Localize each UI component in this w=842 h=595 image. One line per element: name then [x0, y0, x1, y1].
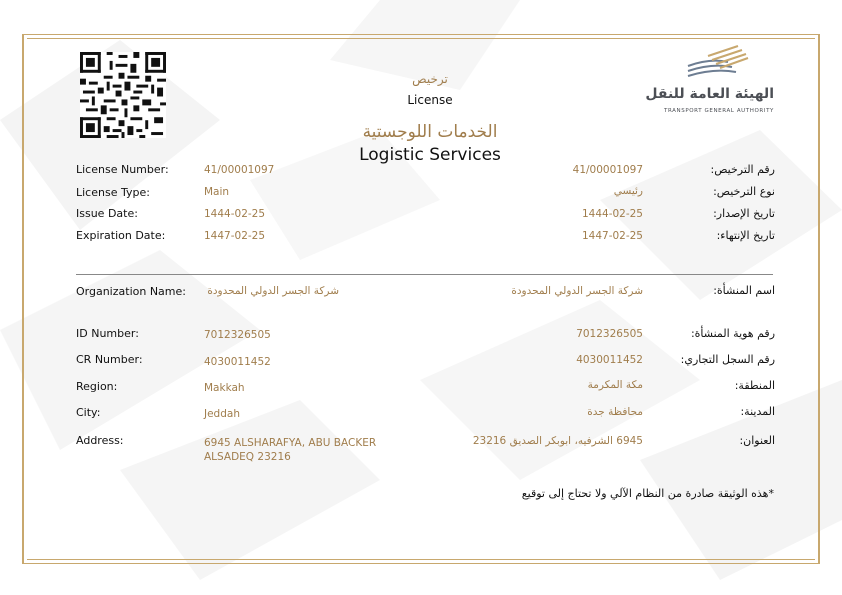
license-number-label-ar: رقم الترخيص: — [710, 163, 775, 176]
logo-name-ar: الهيئة العامة للنقل — [645, 86, 774, 102]
issue-date-label-ar: تاريخ الإصدار: — [713, 207, 775, 220]
organization-name-value-ar: شركة الجسر الدولي المحدودة — [511, 285, 643, 297]
auto-issued-note: *هذه الوثيقة صادرة من النظام الآلي ولا تحتاج إلى توقيع — [521, 487, 774, 500]
license-title-en: License — [407, 93, 453, 107]
id-number-value: 7012326505 — [204, 329, 271, 341]
license-type-value-ar: رئيسي — [613, 185, 643, 197]
section-divider — [76, 274, 773, 275]
region-label-ar: المنطقة: — [734, 379, 775, 392]
issue-date-value-ar: 1444-02-25 — [581, 208, 643, 220]
cr-number-value: 4030011452 — [204, 356, 271, 368]
address-value-ar: 6945 الشرفيه، ابوبكر الصديق 23216 — [472, 435, 643, 447]
id-number-label-ar: رقم هوية المنشأة: — [690, 327, 775, 340]
address-value: 6945 ALSHARAFYA, ABU BACKER ALSADEQ 23216 — [204, 437, 377, 463]
city-label: City: — [76, 406, 101, 419]
cr-number-value-ar: 4030011452 — [576, 354, 643, 366]
issue-date-label: Issue Date: — [76, 207, 138, 220]
license-title-ar: ترخيص — [412, 72, 448, 86]
region-label: Region: — [76, 380, 118, 393]
license-number-value-ar: 41/00001097 — [572, 164, 643, 176]
address-label-ar: العنوان: — [739, 434, 775, 447]
logo-name-en: TRANSPORT GENERAL AUTHORITY — [664, 108, 774, 114]
issue-date-value: 1444-02-25 — [204, 208, 266, 220]
cr-number-label: CR Number: — [76, 353, 143, 366]
tga-logo-icon — [648, 44, 774, 116]
organization-name-value: شركة الجسر الدولي المحدودة — [207, 285, 339, 297]
qr-code-icon — [80, 52, 166, 138]
cr-number-label-ar: رقم السجل التجاري: — [680, 353, 775, 366]
region-value: Makkah — [204, 382, 245, 394]
organization-name-label: Organization Name: — [76, 285, 186, 298]
expiration-date-label-ar: تاريخ الإنتهاء: — [716, 229, 775, 242]
license-type-label-ar: نوع الترخيص: — [713, 185, 775, 198]
expiration-date-value: 1447-02-25 — [204, 230, 266, 242]
city-label-ar: المدينة: — [740, 405, 775, 418]
service-title-ar: الخدمات اللوجستية — [362, 122, 498, 142]
city-value: Jeddah — [204, 408, 240, 420]
expiration-date-value-ar: 1447-02-25 — [581, 230, 643, 242]
organization-name-label-ar: اسم المنشأة: — [713, 284, 775, 297]
address-label: Address: — [76, 434, 124, 447]
id-number-value-ar: 7012326505 — [576, 328, 643, 340]
region-value-ar: مكة المكرمة — [587, 379, 643, 391]
service-title-en: Logistic Services — [359, 145, 501, 165]
license-type-value: Main — [204, 186, 230, 198]
license-type-label: License Type: — [76, 186, 150, 199]
city-value-ar: محافظة جدة — [587, 406, 643, 418]
license-number-value: 41/00001097 — [204, 164, 275, 176]
license-number-label: License Number: — [76, 163, 169, 176]
id-number-label: ID Number: — [76, 327, 139, 340]
expiration-date-label: Expiration Date: — [76, 229, 166, 242]
